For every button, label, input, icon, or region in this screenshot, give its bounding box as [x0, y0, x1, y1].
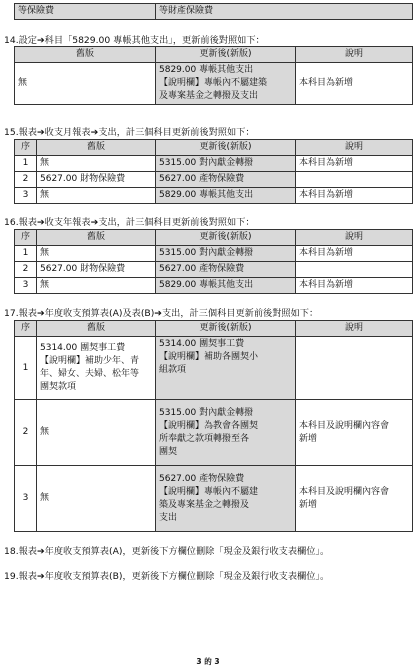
col-old: 舊版 [37, 140, 156, 156]
table-row [15, 172, 413, 188]
top-old-cell: 等保險費 [15, 4, 156, 20]
table-header-row [15, 47, 413, 63]
new-cell [156, 466, 296, 532]
new-line: 【說明欄】專帳內不屬建築 [159, 78, 268, 88]
new-cell [156, 400, 296, 466]
table-row [15, 188, 413, 204]
new-cell: 5829.00 專帳其他支出 [156, 188, 296, 204]
seq-cell: 3 [15, 278, 37, 294]
seq-cell: 1 [15, 337, 37, 400]
note-cell [296, 466, 413, 532]
old-cell: 5627.00 財物保險費 [37, 172, 156, 188]
new-line: 及專案基金之轉撥及支出 [159, 91, 259, 101]
old-cell [37, 337, 156, 400]
section-15-table [14, 139, 413, 204]
col-old: 舊版 [37, 230, 156, 246]
old-cell: 無 [37, 278, 156, 294]
col-note: 說明 [296, 140, 413, 156]
table-row [15, 466, 413, 532]
seq-cell: 3 [15, 188, 37, 204]
page-number: 3 的 3 [196, 657, 220, 666]
note-cell: 本科目為新增 [296, 63, 413, 105]
table-row [15, 278, 413, 294]
note-cell [296, 262, 413, 278]
old-line: 5314.00 團契事工費 [40, 343, 126, 353]
table-row [15, 246, 413, 262]
col-new: 更新後(新版) [156, 321, 296, 337]
old-cell: 無 [37, 188, 156, 204]
new-line: 所奉獻之款項轉撥至各 [159, 433, 250, 444]
section-16-heading: 16.報表➔收支年報表➔支出，計三個科目更新前後對照如下： [4, 217, 255, 228]
table-row [15, 337, 413, 400]
note-cell: 本科目為新增 [296, 278, 413, 294]
old-cell: 無 [37, 466, 156, 532]
new-cell: 5315.00 對內獻金轉撥 [156, 246, 296, 262]
seq-cell: 2 [15, 262, 37, 278]
old-line: 年、婦女、夫婦、松年等 [40, 369, 140, 379]
old-cell: 無 [37, 246, 156, 262]
new-line: 支出 [159, 512, 178, 523]
new-cell: 5627.00 產物保險費 [156, 262, 296, 278]
note-cell [296, 400, 413, 466]
col-new: 更新後(新版) [156, 230, 296, 246]
col-note: 說明 [296, 47, 413, 63]
note-cell [296, 172, 413, 188]
new-line: 團契 [159, 446, 178, 457]
new-cell: 5315.00 對內獻金轉撥 [156, 156, 296, 172]
top-table [14, 3, 413, 20]
new-cell: 5829.00 專帳其他支出 [156, 278, 296, 294]
note-cell [296, 337, 413, 400]
new-line: 築及專案基金之轉撥及 [159, 499, 250, 510]
section-17-heading: 17.報表➔年度收支預算表(A)及表(B)➔支出，計三個科目更新前後對照如下： [4, 308, 319, 319]
col-note: 說明 [296, 230, 413, 246]
table-row [15, 262, 413, 278]
col-old: 舊版 [37, 321, 156, 337]
col-seq: 序 [15, 230, 37, 246]
old-line: 團契款項 [40, 382, 77, 392]
new-cell: 5627.00 產物保險費 [156, 172, 296, 188]
note-line: 本科目及說明欄內容會 [299, 420, 390, 431]
seq-cell: 2 [15, 172, 37, 188]
note-cell: 本科目為新增 [296, 156, 413, 172]
seq-cell: 1 [15, 156, 37, 172]
section-14-table [14, 46, 413, 105]
col-new: 更新後(新版) [156, 140, 296, 156]
new-cell [156, 63, 296, 105]
new-cell [156, 337, 296, 400]
note-line: 新增 [299, 499, 318, 510]
section-18-text: 18.報表➔年度收支預算表(A)，更新後下方欄位刪除「現金及銀行收支表欄位」。 [4, 546, 330, 557]
table-row [15, 63, 413, 105]
seq-cell: 3 [15, 466, 37, 532]
table-row [15, 4, 413, 20]
new-line: 【說明欄】為教會各團契 [159, 420, 259, 431]
old-cell: 無 [37, 156, 156, 172]
section-16-table [14, 229, 413, 294]
new-line: 5627.00 產物保險費 [159, 473, 245, 484]
top-new-cell: 等財產保險費 [156, 4, 413, 20]
table-header-row [15, 230, 413, 246]
seq-cell: 1 [15, 246, 37, 262]
new-line: 5314.00 團契事工費 [159, 339, 245, 349]
table-row [15, 156, 413, 172]
new-line: 【說明欄】專帳內不屬建 [159, 486, 259, 497]
table-header-row [15, 321, 413, 337]
section-15-heading: 15.報表➔收支月報表➔支出，計三個科目更新前後對照如下： [4, 127, 255, 138]
old-line: 【說明欄】補助少年、青 [40, 356, 140, 366]
new-line: 組款項 [159, 365, 187, 375]
old-cell: 5627.00 財物保險費 [37, 262, 156, 278]
old-cell: 無 [37, 400, 156, 466]
col-note: 說明 [296, 321, 413, 337]
note-line: 新增 [299, 433, 318, 444]
col-old: 舊版 [15, 47, 156, 63]
col-seq: 序 [15, 140, 37, 156]
table-header-row [15, 140, 413, 156]
new-line: 【說明欄】補助各團契小 [159, 352, 259, 362]
new-line: 5829.00 專帳其他支出 [159, 65, 254, 75]
old-cell: 無 [15, 63, 156, 105]
note-cell: 本科目為新增 [296, 188, 413, 204]
new-line: 5315.00 對內獻金轉撥 [159, 407, 254, 418]
section-19-text: 19.報表➔年度收支預算表(B)，更新後下方欄位刪除「現金及銀行收支表欄位」。 [4, 571, 330, 582]
note-cell: 本科目為新增 [296, 246, 413, 262]
seq-cell: 2 [15, 400, 37, 466]
col-new: 更新後(新版) [156, 47, 296, 63]
section-17-table [14, 320, 413, 532]
note-line: 本科目及說明欄內容會 [299, 486, 390, 497]
table-row [15, 400, 413, 466]
col-seq: 序 [15, 321, 37, 337]
section-14-heading: 14.設定➔科目「5829.00 專帳其他支出」，更新前後對照如下： [4, 35, 265, 46]
